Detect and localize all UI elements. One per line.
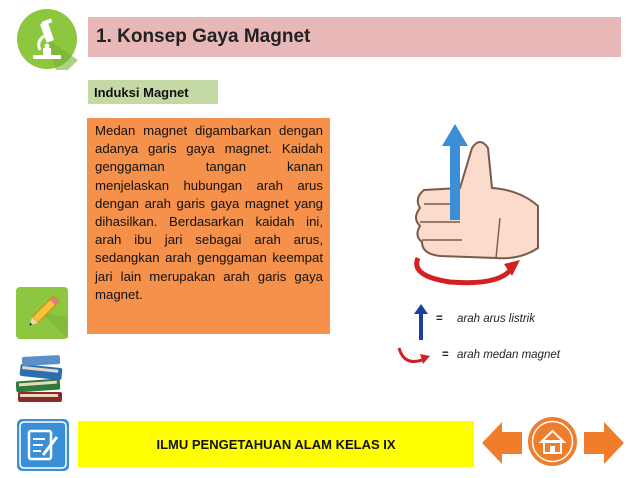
footer-label: ILMU PENGETAHUAN ALAM KELAS IX: [156, 436, 396, 452]
home-icon[interactable]: [527, 416, 578, 467]
footer-bar: [78, 421, 474, 467]
books-icon[interactable]: [12, 352, 68, 408]
pencil-icon[interactable]: [16, 287, 68, 339]
page-title: 1. Konsep Gaya Magnet: [96, 26, 311, 47]
content-paragraph-box: [87, 118, 330, 334]
notes-icon[interactable]: [17, 419, 69, 471]
prev-arrow-icon[interactable]: [482, 422, 522, 464]
legend-current-label: arah arus listrik: [457, 313, 535, 325]
content-paragraph: Medan magnet digambarkan dengan adanya garis gaya magnet. Kaidah genggaman tangan kanan menjelaskan hubungan arah arus dengan arah garis gaya magnet yang dihasilkan. Berdasarkan kaidah ini, arah ibu jari sebagai arah arus, sedangkan arah genggaman keempat jari lain merupakan arah garis gaya magnet.: [95, 123, 323, 302]
right-hand-rule-illustration: [400, 118, 560, 298]
legend-current-icon: [414, 304, 428, 340]
legend-field-symbol: =: [442, 349, 449, 361]
section-subtitle: Induksi Magnet: [94, 84, 189, 100]
next-arrow-icon[interactable]: [584, 422, 624, 464]
page-title-bar: [88, 17, 621, 57]
microscope-icon: [16, 8, 78, 70]
legend-field-label: arah medan magnet: [457, 349, 560, 361]
legend-current-symbol: =: [436, 313, 443, 325]
section-subtitle-box: [88, 80, 218, 104]
legend-field-icon: [396, 344, 438, 368]
